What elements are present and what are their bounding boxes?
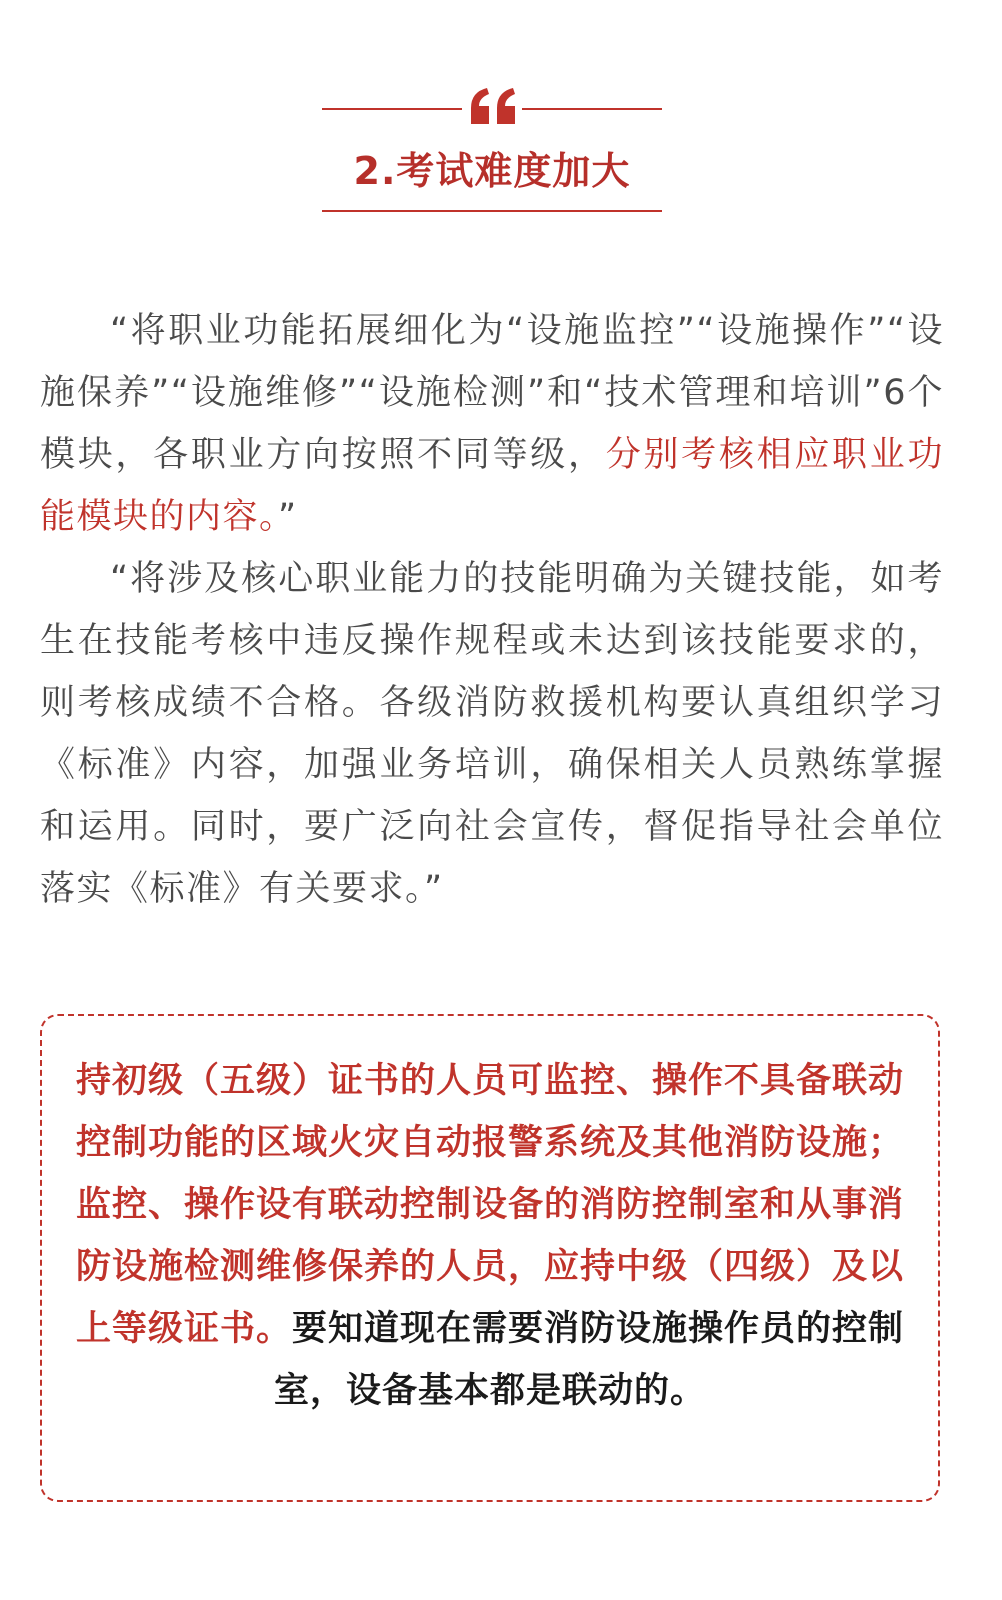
callout-black-text: 要知道现在需要消防设施操作员的控制室，设备基本都是联动的。 (273, 1309, 905, 1411)
paragraph-1-close-quote: ” (278, 497, 298, 537)
callout-red-text: 持初级（五级）证书的人员可监控、操作不具备联动控制功能的区域火灾自动报警系统及其他消防设施；监控、操作设有联动控制设备的消防控制室和从事消防设施检测维修保养的人员，应持中级（四级）及以上等级证书。 (75, 1061, 904, 1349)
paragraph-1-highlight: 分别考核相应职业功能模块的内容。 (40, 435, 944, 537)
quote-mark-icon (467, 84, 521, 128)
section-title: 2.考试难度加大 (353, 149, 631, 193)
header-rule-right (522, 108, 662, 110)
callout-text (72, 1050, 908, 1422)
highlight-callout-box (40, 1014, 940, 1502)
header-rule-bottom (322, 210, 662, 212)
header-rule-left (322, 108, 462, 110)
paragraph-2: “将涉及核心职业能力的技能明确为关键技能，如考生在技能考核中违反操作规程或未达到该技能要求的，则考核成绩不合格。各级消防救援机构要认真组织学习《标准》内容，加强业务培训，确保相关人员熟练掌握和运用。同时，要广泛向社会宣传，督促指导社会单位落实《标准》有关要求。” (40, 559, 944, 909)
paragraph-1 (40, 300, 944, 548)
article-body (40, 300, 944, 920)
section-header (322, 84, 662, 216)
paragraph-1-text: “将职业功能拓展细化为“设施监控”“设施操作”“设施保养”“设施维修”“设施检测”和“技术管理和培训”6个模块，各职业方向按照不同等级， (40, 311, 944, 475)
